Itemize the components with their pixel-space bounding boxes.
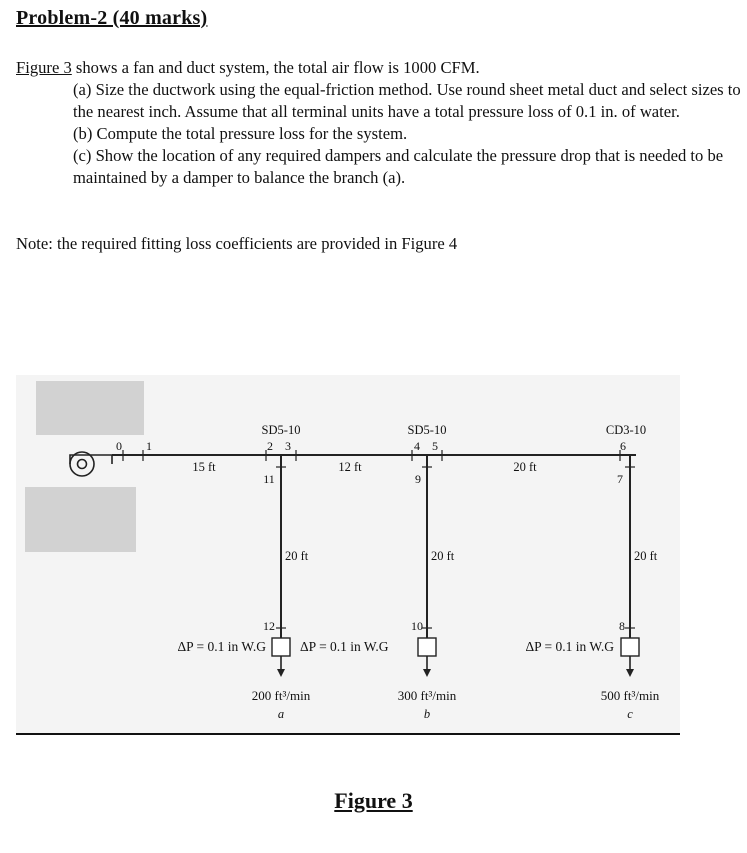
node-label: 3 [285,439,291,453]
main-length-label: 15 ft [192,460,216,474]
main-length-label: 12 ft [338,460,362,474]
node-label: 7 [617,472,623,486]
fitting-label-3: CD3-10 [605,423,647,437]
terminal-loss-label: ΔP = 0.1 in W.G [525,639,614,654]
node-label: 9 [415,472,421,486]
outlet-arrows [277,656,634,677]
figure-caption-text: Figure 3 [334,788,413,813]
node-label: 11 [263,472,275,486]
fitting-label-2: SD5-10 [407,423,447,437]
note-line: Note: the required fitting loss coefficients are provided in Figure 4 [16,234,458,253]
terminal-unit-b [418,638,436,656]
terminal-loss-label: ΔP = 0.1 in W.G [300,639,389,654]
flow-rate-c: 500 ft³/min [600,688,660,703]
branch-length-label: 20 ft [431,549,455,563]
terminal-unit-c [621,638,639,656]
duct-system-diagram [16,375,680,733]
figure-caption [0,788,747,814]
flow-rate-a: 200 ft³/min [251,688,311,703]
problem-heading: Problem-2 (40 marks) [16,7,208,29]
node-label: 6 [620,439,626,453]
item-c: (c) Show the location of any required dampers and calculate the pressure drop that is needed to be maintained by a damper to balance the branch (a). [73,146,724,187]
outlet-label-b: b [423,707,431,721]
redacted-box [25,487,136,552]
node-label: 4 [414,439,420,453]
node-label: 0 [116,439,122,453]
terminal-unit-a [272,638,290,656]
fan-icon [70,452,112,476]
redacted-box [36,381,144,435]
section-ticks [123,450,635,628]
item-b: (b) Compute the total pressure loss for the system. [73,124,408,143]
main-length-label: 20 ft [513,460,537,474]
node-label: 5 [432,439,438,453]
intro-text: shows a fan and duct system, the total air flow is 1000 CFM. [71,58,480,77]
figure-bottom-rule [16,733,680,735]
flow-rate-b: 300 ft³/min [397,688,457,703]
node-label: 10 [411,619,423,633]
figure-reference: Figure 3 [16,58,72,77]
item-a: (a) Size the ductwork using the equal-friction method. Use round sheet metal duct and select sizes to the nearest inch. Assume that all terminal units have a total pressure loss of 0.1 in. of water. [73,80,741,121]
branch-length-label: 20 ft [285,549,309,563]
node-label: 1 [146,439,152,453]
node-label: 2 [267,439,273,453]
node-label: 12 [263,619,275,633]
outlet-label-c: c [627,707,633,721]
problem-statement [16,57,741,189]
intro-line [16,57,741,79]
outlet-label-a: a [277,707,285,721]
fitting-label-1: SD5-10 [261,423,301,437]
figure-3-diagram [16,375,680,733]
node-label: 8 [619,619,625,633]
terminal-loss-label: ΔP = 0.1 in W.G [177,639,266,654]
branch-length-label: 20 ft [634,549,658,563]
